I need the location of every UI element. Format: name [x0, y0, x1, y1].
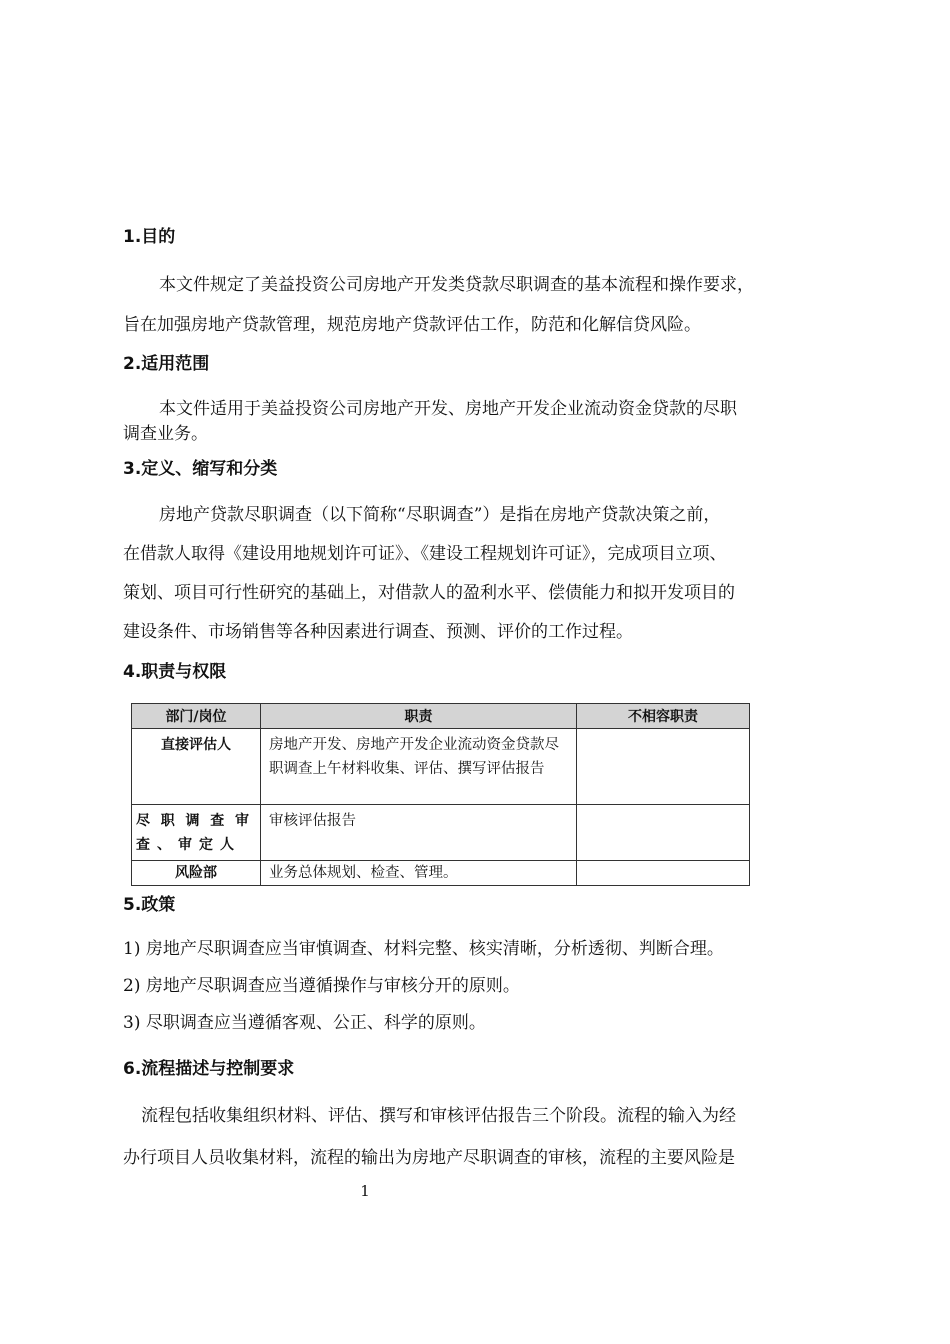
policy-item: 2) 房地产尽职调查应当遵循操作与审核分开的原则。 [123, 976, 520, 996]
column-header-duty: 职责 [261, 704, 577, 729]
incompatible-cell [577, 805, 750, 861]
responsibility-table [131, 703, 750, 886]
table-row [132, 729, 750, 805]
column-header-incompatible: 不相容职责 [577, 704, 750, 729]
section-6-heading: 6.流程描述与控制要求 [123, 1059, 295, 1079]
section-1-paragraph [123, 265, 831, 345]
paragraph-line: 旨在加强房地产贷款管理，规范房地产贷款评估工作，防范和化解信贷风险。 [123, 315, 701, 335]
section-2-heading: 2.适用范围 [123, 354, 210, 374]
paragraph-line: 策划、项目可行性研究的基础上，对借款人的盈利水平、偿债能力和拟开发项目的 [123, 583, 735, 603]
section-6-paragraph [123, 1095, 831, 1179]
section-2-paragraph [123, 397, 831, 447]
paragraph-line: 调查业务。 [123, 424, 208, 444]
table-row [132, 861, 750, 886]
section-3-heading: 3.定义、缩写和分类 [123, 459, 278, 479]
dept-cell: 直接评估人 [132, 729, 261, 805]
duty-cell: 业务总体规划、检查、管理。 [261, 861, 577, 886]
incompatible-cell [577, 861, 750, 886]
table-row [132, 805, 750, 861]
section-1-heading: 1.目的 [123, 227, 176, 247]
incompatible-cell [577, 729, 750, 805]
paragraph-line: 流程包括收集组织材料、评估、撰写和审核评估报告三个阶段。流程的输入为经 [141, 1106, 736, 1126]
section-5-heading: 5.政策 [123, 895, 176, 915]
policy-item: 3) 尽职调查应当遵循客观、公正、科学的原则。 [123, 1013, 486, 1033]
duty-cell: 房地产开发、房地产开发企业流动资金贷款尽职调查上午材料收集、评估、撰写评估报告 [261, 729, 577, 805]
section-4-heading: 4.职责与权限 [123, 662, 227, 682]
section-3-paragraph [123, 496, 831, 652]
policy-item: 1) 房地产尽职调查应当审慎调查、材料完整、核实清晰，分析透彻、判断合理。 [123, 939, 724, 959]
paragraph-line: 房地产贷款尽职调查（以下简称“尽职调查”）是指在房地产贷款决策之前， [159, 505, 721, 525]
paragraph-line: 办行项目人员收集材料，流程的输出为房地产尽职调查的审核，流程的主要风险是 [123, 1148, 735, 1168]
duty-cell: 审核评估报告 [261, 805, 577, 861]
dept-cell: 尽职调查审查、审定人 [132, 805, 261, 861]
page-number: 1 [360, 1182, 370, 1200]
column-header-dept: 部门/岗位 [132, 704, 261, 729]
table-header-row [132, 704, 750, 729]
dept-cell: 风险部 [132, 861, 261, 886]
paragraph-line: 本文件适用于美益投资公司房地产开发、房地产开发企业流动资金贷款的尽职 [159, 399, 737, 419]
paragraph-line: 在借款人取得《建设用地规划许可证》、《建设工程规划许可证》，完成项目立项、 [123, 544, 727, 564]
paragraph-line: 建设条件、市场销售等各种因素进行调查、预测、评价的工作过程。 [123, 622, 633, 642]
paragraph-line: 本文件规定了美益投资公司房地产开发类贷款尽职调查的基本流程和操作要求， [159, 275, 754, 295]
